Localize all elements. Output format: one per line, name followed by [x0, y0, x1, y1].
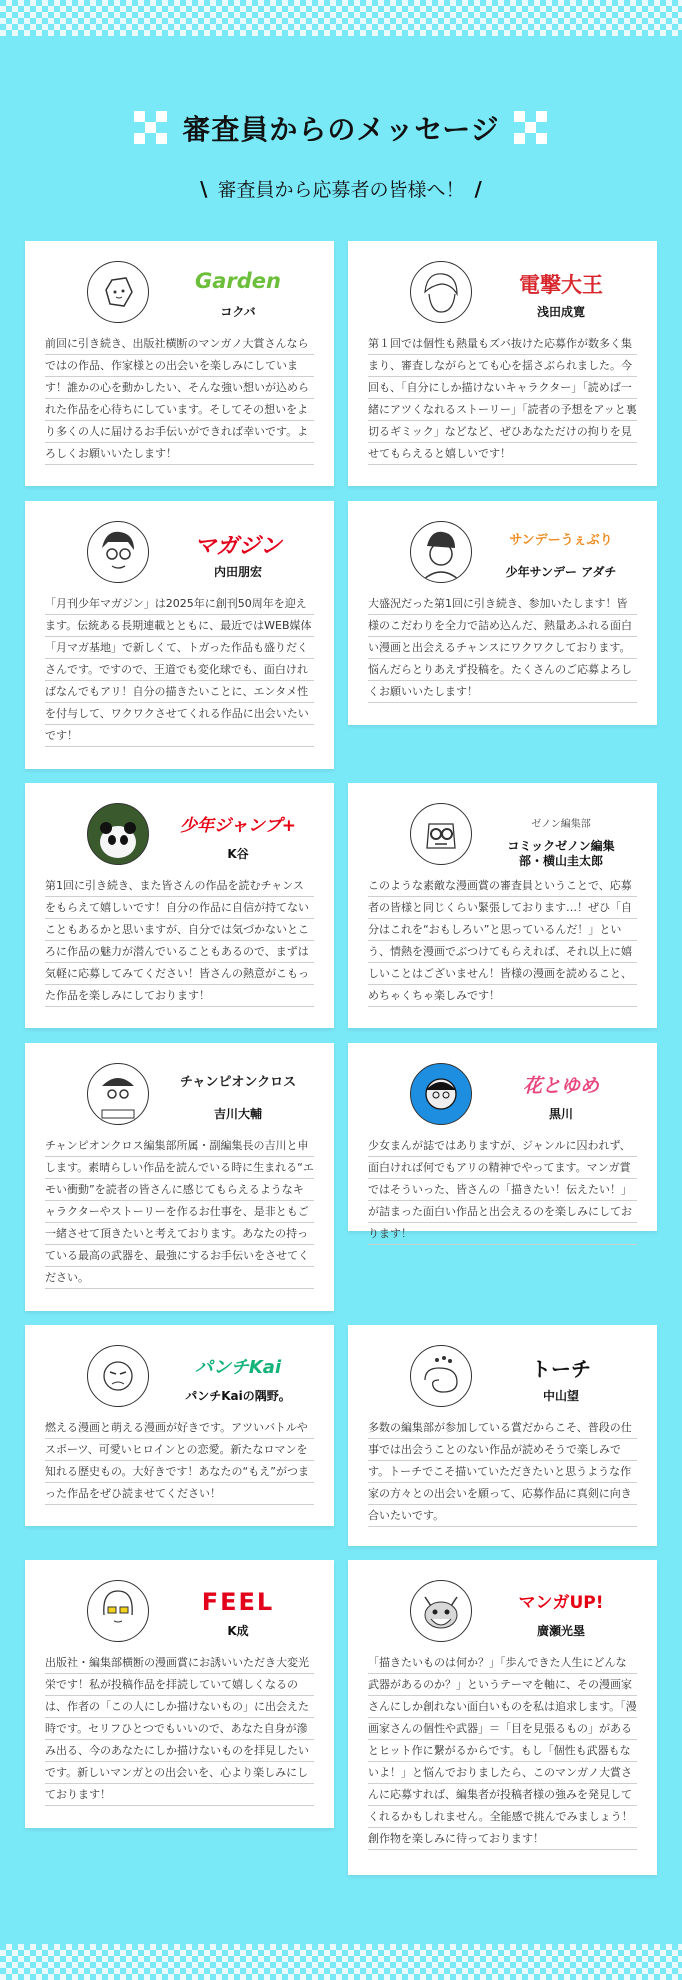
judge-avatar — [87, 1580, 149, 1642]
judge-avatar — [87, 521, 149, 583]
judge-card — [348, 783, 657, 1028]
judge-avatar — [410, 1345, 472, 1407]
judge-name: 廣瀬光塁 — [536, 1624, 585, 1638]
judge-card — [348, 1560, 657, 1875]
judge-avatar — [410, 1580, 472, 1642]
magazine-logo: チャンピオンクロス — [179, 1075, 297, 1090]
bottom-checker-pattern — [0, 1944, 682, 1980]
judge-message: 多数の編集部が参加している賞だからこそ、普段の仕事では出会うことのない作品が読めそうで楽しみです。トーチでこそ描いていただきたいと思うような作家の方々との出会いを願って、応募作品に真剣に向き合いたいです。 — [368, 1417, 637, 1527]
judge-message: 少女まんが誌ではありますが、ジャンルに囚われず、面白ければ何でもアリの精神でやってます。マンガ賞ではそういった、皆さんの「描きたい！伝えたい！」が詰まった面白い作品と出会えるのを楽しみにしております！ — [368, 1135, 637, 1245]
magazine-logo: FEEL — [201, 1588, 275, 1616]
judge-message: 燃える漫画と萌える漫画が好きです。アツいバトルやスポーツ、可愛いヒロインとの恋愛。新たなロマンを知れる歴史もの。大好きです！あなたの“もえ”がつまった作品をぜひ読ませてください！ — [45, 1417, 314, 1505]
magazine-logo: サンデーうぇぶり — [509, 533, 613, 548]
judge-name: コクバ — [220, 305, 256, 319]
page-subtitle: 審査員から応募者の皆様へ！ — [217, 179, 465, 201]
magazine-logo: 電撃大王 — [519, 273, 603, 297]
judge-message: 「描きたいものは何か？」「歩んできた人生にどんな武器があるのか？」というテーマを軸に、その漫画家さんにしか創れない面白いものを私は追求します。「漫画家さんの個性や武器」＝「目を見張るもの」があるとヒット作に繋がるからです。もし「個性も武器もないよ！」と悩んでおりましたら、このマンガノ大賞さんに応募すれば、編集者が投稿者様の強みを発見してくれるかもしれません。全能感で挑んでみましょう！創作物を楽しみに待っております！ — [368, 1652, 637, 1850]
title-row — [134, 108, 547, 148]
judge-avatar — [410, 803, 472, 865]
subtitle-row — [200, 175, 482, 202]
judge-name: コミックゼノン編集部・横山圭太郎 — [507, 839, 615, 868]
judge-message: このような素敵な漫画賞の審査員ということで、応募者の皆様と同じくらい緊張しております…！ぜひ「自分はこれを“おもしろい”と思っているんだ！」という、情熱を漫画でぶつけてもらえれば、それ以上に嬉しいことはございません！皆様の漫画を読めること、めちゃくちゃ楽しみです！ — [368, 875, 637, 1007]
judge-name: 吉川大輔 — [213, 1107, 262, 1121]
judge-avatar — [410, 1063, 472, 1125]
judge-avatar — [87, 1345, 149, 1407]
judge-message: 大盛況だった第1回に引き続き、参加いたします！皆様のこだわりを全力で詰め込んだ、熱量あふれる面白い漫画と出会えるチャンスにワクワクしております。悩んだらとりあえず投稿を。たくさんのご応募よろしくお願いいたします！ — [368, 593, 637, 703]
judge-card — [25, 783, 334, 1028]
page-title: 審査員からのメッセージ — [182, 113, 500, 146]
checker-deco-left — [134, 111, 168, 145]
judge-name: K谷 — [227, 847, 249, 861]
judge-avatar — [410, 261, 472, 323]
magazine-logo: Garden — [195, 269, 281, 293]
judge-name: パンチKaiの隅野。 — [185, 1389, 291, 1403]
judge-avatar — [87, 803, 149, 865]
judge-avatar — [87, 261, 149, 323]
magazine-logo: ゼノン編集部 — [531, 819, 591, 830]
judge-name: 内田朋宏 — [213, 565, 262, 579]
judge-card — [25, 501, 334, 769]
judge-name: 少年サンデー アダチ — [505, 565, 617, 579]
judge-card — [25, 241, 334, 486]
judge-card — [25, 1325, 334, 1526]
judge-message: 前回に引き続き、出版社横断のマンガノ大賞さんならではの作品、作家様との出会いを楽しみにしています！誰かの心を動かしたい、そんな強い想いが込められた作品を心待ちにしています。そしてその想いをより多くの人に届けるお手伝いができれば幸いです。よろしくお願いいたします！ — [45, 333, 314, 465]
judge-message: 出版社・編集部横断の漫画賞にお誘いいただき大変光栄です！私が投稿作品を拝読していて嬉しくなるのは、作者の「この人にしか描けないもの」に出会えた時です。セリフひとつでもいいので、あなた自身が滲み出る、今のあなたにしか描けないものを拝見したいです。新しいマンガとの出会いを、心より楽しみにしております！ — [45, 1652, 314, 1806]
judge-message: 第1回に引き続き、また皆さんの作品を読むチャンスをもらえて嬉しいです！自分の作品に自信が持てないこともあるかと思いますが、自分では気づかないところに作品の魅力が潜んでいることもあるので、まずは気軽に応募してみてください！皆さんの熱意がこもった作品を楽しみにしております！ — [45, 875, 314, 1007]
judge-name: 浅田成寛 — [536, 305, 585, 319]
page-header — [0, 108, 682, 202]
judge-card — [348, 501, 657, 725]
judge-name: 黒川 — [548, 1107, 573, 1121]
judge-card — [25, 1043, 334, 1311]
magazine-logo: 花とゆめ — [522, 1075, 599, 1097]
judge-message: 「月刊少年マガジン」は2025年に創刊50周年を迎えます。伝統ある長期連載とともに、最近ではWEB媒体「月マガ基地」で新しくて、トガった作品も盛りだくさんです。ですので、王道でも変化球でも、面白ければなんでもアリ！自分の描きたいことに、エンタメ性を付与して、ワクワクさせてくれる作品に出会いたいです！ — [45, 593, 314, 747]
magazine-logo: マガジン — [194, 534, 282, 559]
judge-avatar — [87, 1063, 149, 1125]
magazine-logo: パンチKai — [194, 1357, 282, 1378]
judge-card — [348, 1325, 657, 1546]
judge-message: 第１回では個性も熱量もズバ抜けた応募作が数多く集まり、審査しながらとても心を揺さぶられました。今回も、「自分にしか描けないキャラクター」「読めば一緒にアツくなれるストーリー」「読者の予想をアッと裏切るギミック」などなど、ぜひあなただけの拘りを見せてもらえると嬉しいです！ — [368, 333, 637, 465]
judge-card — [348, 1043, 657, 1240]
judge-name: K成 — [227, 1624, 249, 1638]
magazine-logo: マンガUP! — [518, 1593, 604, 1613]
magazine-logo: 少年ジャンプ+ — [180, 816, 296, 836]
judge-card — [348, 241, 657, 486]
slash-right: / — [474, 176, 482, 201]
slash-left: \ — [200, 176, 208, 201]
magazine-logo: トーチ — [531, 1357, 591, 1381]
judge-message: チャンピオンクロス編集部所属・副編集長の吉川と申します。素晴らしい作品を読んでいる時に生まれる“エモい衝動”を読者の皆さんに感じてもらえるようなキャラクターやストーリーを作るお仕事を、是非ともご一緒させて頂きたいと考えております。あなたの持っている最高の武器を、最強にするお手伝いをさせてください。 — [45, 1135, 314, 1289]
top-checker-pattern — [0, 0, 682, 36]
judge-card — [25, 1560, 334, 1828]
checker-deco-right — [514, 111, 548, 145]
judge-name: 中山望 — [542, 1389, 579, 1403]
judge-avatar — [410, 521, 472, 583]
